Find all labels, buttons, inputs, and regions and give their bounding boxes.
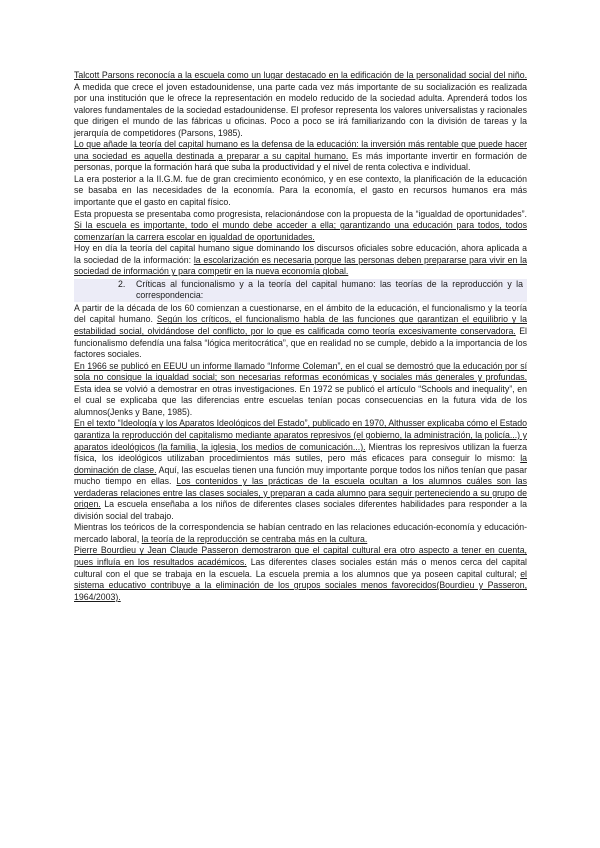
section-title: Críticas al funcionalismo y a la teoría del capital humano: las teorías de la reproducción y la correspondencia: [136, 278, 523, 301]
underlined-text: Talcott Parsons reconocía a la escuela como un lugar destacado en la edificación de la personalidad social del niño. [74, 70, 527, 80]
paragraph [74, 361, 527, 419]
section-heading [74, 279, 527, 302]
paragraph [74, 522, 527, 545]
text-run: Aquí, las escuelas tienen una función muy importante porque todos los niños tenían que pasar mucho tiempo en ellas. [74, 464, 528, 487]
text-run: Es más importante invertir en formación de personas, porque la formación hará que suba la productividad y el nivel de renta colectiva e individual. [74, 150, 527, 173]
paragraph [74, 243, 527, 278]
critique-section [74, 303, 527, 603]
paragraph [74, 209, 527, 244]
text-run: La era posterior a la II.G.M. fue de gran crecimiento económico, y en ese contexto, la planificación de la educación se basaba en las necesidades de la economía. Para la economía, el gasto en recursos humanos era más importante que el gasto en capital físico. [74, 173, 527, 208]
text-run: Mientras los represivos utilizan la fuerza física, los ideológicos utilizaban procedimientos más sutiles, pero más eficaces para conseguir lo mismo: [74, 441, 527, 464]
underlined-text: Si la escuela es importante, todo el mundo debe acceder a ella; garantizando una educación para todos, todos comenzarían la carrera escolar en igualdad de oportunidades. [74, 220, 527, 242]
underlined-text: En el texto “Ideología y los Aparatos Ideológicos del Estado”, publicado en 1970, Althusser explicaba cómo el Estado garantiza la reproducción del capitalismo mediante aparatos represivos (el gobierno, la administración, la policía...) y aparatos ideológicos (la familia, la iglesia, los medios de comunicación...). [74, 418, 527, 452]
underlined-text: Los contenidos y las prácticas de la escuela ocultan a los alumnos cuáles son las verdaderas relaciones entre las clases sociales, y preparan a cada alumno para seguir perteneciendo a su grupo de origen. [74, 476, 527, 510]
text-run: Hoy en día la teoría del capital humano sigue dominando los discursos oficiales sobre educación, ahora aplicada a la sociedad de la información: [74, 243, 527, 265]
paragraph [74, 174, 527, 209]
underlined-text: la teoría de la reproducción se centraba más en la cultura. [141, 533, 368, 544]
intro-section [74, 70, 527, 278]
text-run: Esta propuesta se presentaba como progresista, relacionándose con la propuesta de la “igualdad de oportunidades”. [74, 208, 527, 219]
text-run: Mientras los teóricos de la correspondencia se habían centrado en las relaciones educación-economía y educación-mercado laboral, [74, 522, 527, 544]
underlined-text: En 1966 se publicó en EEUU un informe llamado “Informe Coleman”, en el cual se demostró que la educación por sí sola no consigue la igualdad social; son necesarias reformas económicas y sociales más generales y profundas. [74, 360, 527, 383]
text-run: El funcionalismo defendía una falsa “lógica meritocrática”, que en realidad no se cumple, debido a la importancia de los factores sociales. [74, 326, 527, 360]
paragraph [74, 545, 527, 603]
underlined-text: la escolarización es necesaria porque las personas deben prepararse para vivir en la sociedad de información y para competir en la nueva economía global. [74, 254, 527, 277]
text-run: A medida que crece el joven estadounidense, una parte cada vez más importante de su socialización es realizada por una institución que le ofrece la representación en modelo reducido de la sociedad adulta. Aprenderá todos los valores fundamentales de la sociedad estadounidense. El profesor representa los valores universalistas y racionales que dirigen el mundo de las fábricas u oficinas. Poco a poco se irá familiarizando con la división de tareas y la jerarquía de competidores (Parsons, 1985). [74, 81, 527, 138]
paragraph [74, 303, 527, 361]
section-number: 2. [118, 278, 126, 289]
underlined-text: el sistema educativo contribuye a la eliminación de los grupos sociales menos favorecidos(Bourdieu y Passeron, 1964/2003). [74, 568, 527, 602]
paragraph [74, 139, 527, 174]
text-run: Esta idea se volvió a demostrar en otras investigaciones. En 1972 se publicó el artículo “Schools and inequality”, en el cual se explicaba que las diferencias entre escuelas tenían pocas consecuencias en la futura vida de los alumnos(Jenks y Bane, 1985). [74, 383, 527, 417]
underlined-text: la dominación de clase. [74, 453, 527, 475]
paragraph [74, 70, 527, 139]
text-run: Las diferentes clases sociales están más o menos cerca del capital cultural con el que se trabaja en la escuela. La escuela premia a los alumnos que ya poseen capital cultural; [74, 556, 527, 579]
text-run: La escuela enseñaba a los niños de diferentes clases sociales diferentes habilidades para responder a la división social del trabajo. [74, 499, 527, 521]
document-body [74, 70, 527, 603]
underlined-text: Pierre Bourdieu y Jean Claude Passeron demostraron que el capital cultural era otro aspecto a tener en cuenta, pues influía en los resultados académicos. [74, 545, 527, 567]
underlined-text: Según los críticos, el funcionalismo habla de las funciones que garantizan el equilibrio y la estabilidad social, olvidándose del conflicto, por lo que es calificada como teoría excesivamente conservadora. [74, 314, 527, 337]
underlined-text: Lo que añade la teoría del capital humano es la defensa de la educación: la inversión más rentable que puede hacer una sociedad es aquella destinada a preparar a su capital humano. [74, 139, 527, 161]
paragraph [74, 418, 527, 522]
text-run: A partir de la década de los 60 comienzan a cuestionarse, en el ámbito de la educación, el funcionalismo y la teoría del capital humano. [74, 302, 527, 325]
